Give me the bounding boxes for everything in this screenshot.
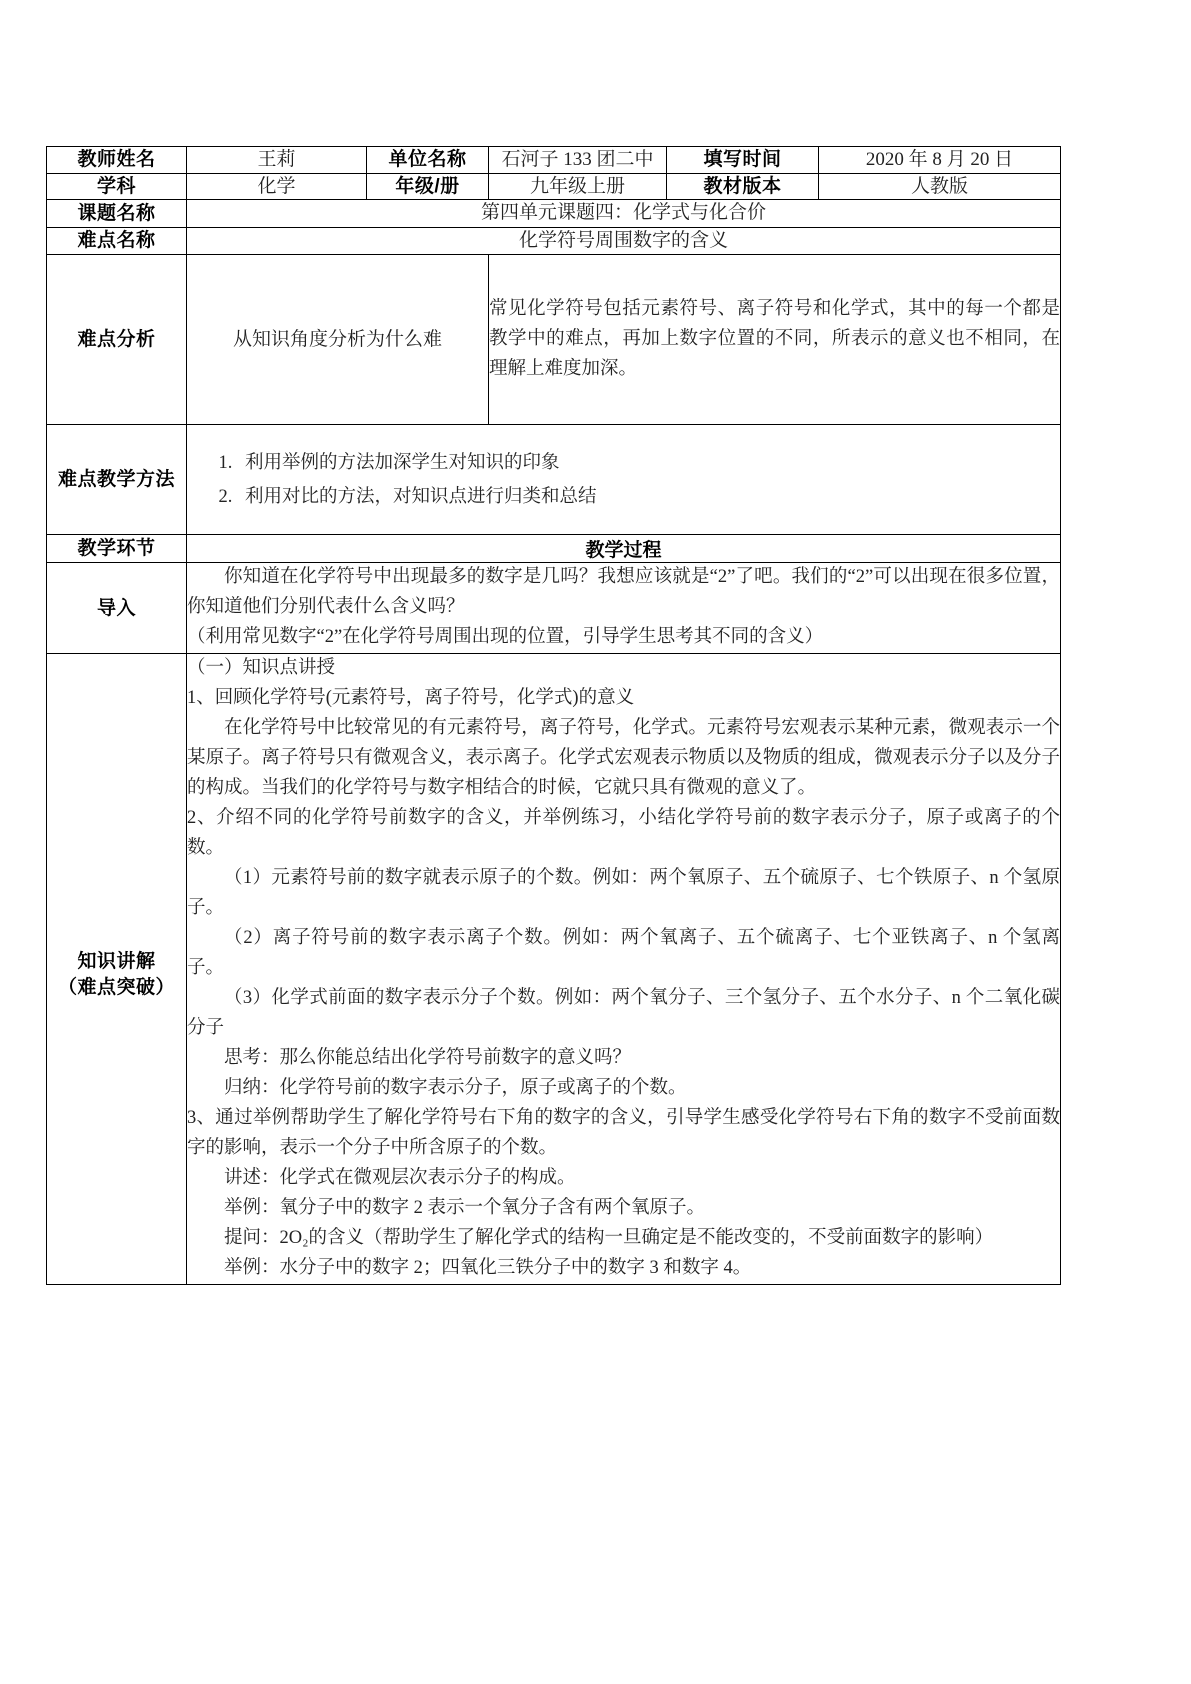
intro-note: （利用常见数字“2”在化学符号周围出现的位置，引导学生思考其不同的含义） — [187, 627, 824, 648]
value-subject: 化学 — [187, 173, 367, 200]
table-row-subject-info — [47, 173, 1061, 200]
label-textbook-version: 教材版本 — [667, 173, 819, 200]
knowledge-paragraph: 2、介绍不同的化学符号前数字的含义，并举例练习，小结化学符号前的数字表示分子，原子或离子的个数。 — [187, 808, 1060, 859]
table-row-knowledge-explanation — [47, 654, 1061, 1284]
table-row-difficulty-name — [47, 227, 1061, 255]
teaching-method-cell — [187, 425, 1061, 535]
label-teacher-name: 教师姓名 — [47, 147, 187, 174]
teaching-method-list — [199, 446, 1048, 514]
knowledge-line-list — [187, 654, 1060, 1283]
label-analysis-from-knowledge-angle: 从知识角度分析为什么难 — [187, 255, 489, 425]
table-row-teacher-info — [47, 147, 1061, 174]
label-grade: 年级/册 — [367, 173, 489, 200]
label-teaching-method: 难点教学方法 — [47, 425, 187, 535]
label-knowledge-explanation — [47, 654, 187, 1284]
intro-paragraph: 你知道在化学符号中出现最多的数字是几吗？我想应该就是“2”了吧。我们的“2”可以出现在很多位置，你知道他们分别代表什么含义吗？ — [187, 567, 1060, 618]
knowledge-paragraph: 讲述：化学式在微观层次表示分子的构成。 — [224, 1167, 576, 1188]
label-difficulty-analysis: 难点分析 — [47, 255, 187, 425]
table-row-process-header — [47, 535, 1061, 563]
value-textbook-version: 人教版 — [819, 173, 1061, 200]
header-teaching-process: 教学过程 — [187, 535, 1061, 563]
knowledge-paragraph: （一）知识点讲授 — [187, 658, 336, 679]
knowledge-paragraph: 思考：那么你能总结出化学符号前数字的意义吗？ — [224, 1047, 632, 1068]
value-unit-name: 石河子 133 团二中 — [489, 147, 667, 174]
label-fill-time: 填写时间 — [667, 147, 819, 174]
list-item: 2. 利用对比的方法，对知识点进行归类和总结 — [237, 480, 1048, 514]
value-grade: 九年级上册 — [489, 173, 667, 200]
knowledge-paragraph: （1）元素符号前的数字就表示原子的个数。例如：两个氧原子、五个硫原子、七个铁原子、n 个氢原子。 — [187, 868, 1060, 919]
table-row-teaching-method — [47, 425, 1061, 535]
knowledge-paragraph: 举例：氧分子中的数字 2 表示一个氧分子含有两个氧原子。 — [224, 1197, 706, 1218]
knowledge-paragraph: 提问：2O₂的含义（帮助学生了解化学式的结构一旦确定是不能改变的，不受前面数字的影响） — [224, 1227, 994, 1248]
label-topic-name: 课题名称 — [47, 200, 187, 228]
knowledge-paragraph: （3）化学式前面的数字表示分子个数。例如：两个氧分子、三个氢分子、五个水分子、n 个二氧化碳分子 — [187, 988, 1060, 1038]
label-teaching-stage: 教学环节 — [47, 535, 187, 563]
label-knowledge-line1: 知识讲解 — [77, 951, 156, 973]
knowledge-paragraph: 归纳：化学符号前的数字表示分子，原子或离子的个数。 — [224, 1077, 687, 1098]
value-teacher-name: 王莉 — [187, 147, 367, 174]
knowledge-paragraph: 在化学符号中比较常见的有元素符号，离子符号，化学式。元素符号宏观表示某种元素，微观表示一个某原子。离子符号只有微观含义，表示离子。化学式宏观表示物质以及物质的组成，微观表示分子以及分子的构成。当我们的化学符号与数字相结合的时候，它就只具有微观的意义了。 — [187, 718, 1060, 799]
value-difficulty-name: 化学符号周围数字的含义 — [187, 227, 1061, 255]
text-difficulty-analysis: 常见化学符号包括元素符号、离子符号和化学式，其中的每一个都是教学中的难点，再加上数字位置的不同，所表示的意义也不相同，在理解上难度加深。 — [489, 255, 1061, 425]
lesson-plan-table — [46, 146, 1061, 1285]
label-unit-name: 单位名称 — [367, 147, 489, 174]
value-fill-time: 2020 年 8 月 20 日 — [819, 147, 1061, 174]
knowledge-paragraph: （2）离子符号前的数字表示离子个数。例如：两个氧离子、五个硫离子、七个亚铁离子、n 个氢离子。 — [187, 928, 1060, 979]
knowledge-paragraph: 举例：水分子中的数字 2；四氧化三铁分子中的数字 3 和数字 4。 — [224, 1257, 752, 1278]
knowledge-paragraph: 1、回顾化学符号(元素符号，离子符号，化学式)的意义 — [187, 688, 635, 709]
list-item: 1. 利用举例的方法加深学生对知识的印象 — [237, 446, 1048, 480]
label-knowledge-line2: （难点突破） — [57, 977, 175, 999]
knowledge-paragraph: 3、通过举例帮助学生了解化学符号右下角的数字的含义，引导学生感受化学符号右下角的数字不受前面数字的影响，表示一个分子中所含原子的个数。 — [187, 1107, 1060, 1158]
value-topic-name: 第四单元课题四：化学式与化合价 — [187, 200, 1061, 228]
label-difficulty-name: 难点名称 — [47, 227, 187, 255]
table-row-difficulty-analysis — [47, 255, 1061, 425]
table-row-topic — [47, 200, 1061, 228]
knowledge-explanation-cell — [187, 654, 1061, 1284]
label-introduction: 导入 — [47, 563, 187, 654]
table-row-introduction — [47, 563, 1061, 654]
label-subject: 学科 — [47, 173, 187, 200]
introduction-cell — [187, 563, 1061, 654]
